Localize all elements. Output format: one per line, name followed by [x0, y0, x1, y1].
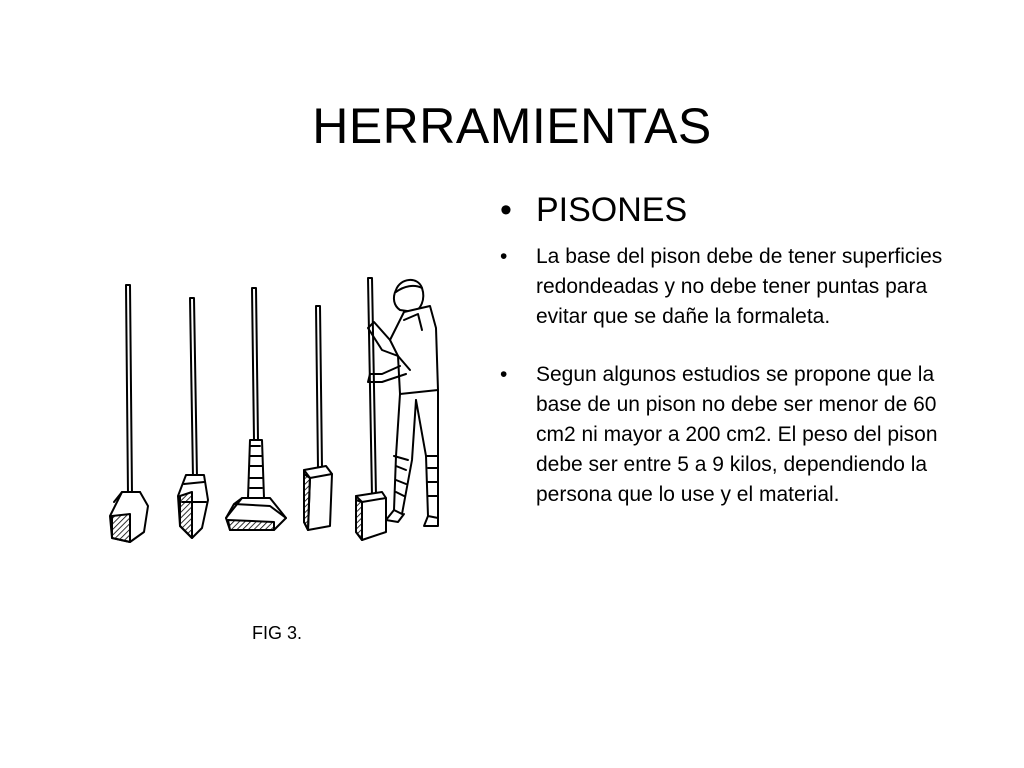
tamper-flat-base: [226, 288, 286, 530]
tamper-pointed-head: [178, 298, 208, 538]
figure-caption: FIG 3.: [252, 623, 303, 643]
bullet-paragraph-item: [500, 242, 980, 332]
bullet-paragraph-text: La base del pison debe de tener superficies redondeadas y no debe tener puntas para evitar que se dañe la formaleta.: [536, 245, 943, 328]
tamper-round-head: [110, 285, 148, 542]
bullet-icon: •: [500, 191, 512, 229]
bullet-icon: •: [500, 363, 508, 386]
bullet-paragraph-text: Segun algunos estudios se propone que la base de un pison no debe ser menor de 60 cm2 ni mayor a 200 cm2. El peso del pison debe ser entre 5 a 9 kilos, dependiendo la persona que lo use y el material.: [536, 363, 938, 506]
bullet-paragraph-item: [500, 360, 980, 510]
bullet-icon: •: [500, 245, 508, 268]
tamper-tools-illustration-icon: [100, 270, 460, 560]
bullet-heading-text: PISONES: [536, 191, 688, 229]
bullet-heading-item: [500, 186, 980, 234]
bullet-list: [500, 186, 980, 538]
tamper-with-person: [356, 278, 438, 540]
tamper-block-head: [304, 306, 332, 530]
slide-title: HERRAMIENTAS: [312, 97, 712, 154]
